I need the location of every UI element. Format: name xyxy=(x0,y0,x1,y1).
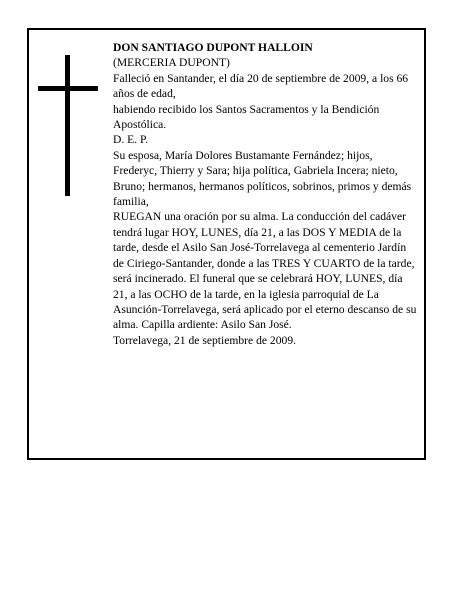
sacraments-line: habiendo recibido los Santos Sacramentos y la Bendición Apostólica. xyxy=(113,102,380,132)
deceased-name: DON SANTIAGO DUPONT HALLOIN xyxy=(113,41,313,54)
place-date-line: Torrelavega, 21 de septiembre de 2009. xyxy=(113,333,297,347)
rip-line: D. E. P. xyxy=(113,133,149,147)
cross-icon-bar xyxy=(38,86,98,91)
obituary-text xyxy=(113,40,419,348)
death-announcement: Falleció en Santander, el día 20 de septiembre de 2009, a los 66 años de edad, xyxy=(113,71,409,101)
cross-icon xyxy=(65,55,70,196)
family-list: Su esposa, María Dolores Bustamante Fernández; hijos, Frederyc, Thierry y Sara; hija política, Gabriela Incera; nieto, Bruno; hermanos, hermanos políticos, sobrinos, primos y demás familia, xyxy=(113,148,412,209)
funeral-details: RUEGAN una oración por su alma. La conducción del cadáver tendrá lugar HOY, LUNES, día 21, a las DOS Y MEDIA de la tarde, desde el Asilo San José-Torrelavega al cementerio Jardín de Ciriego-Santander, donde a las TRES Y CUARTO de la tarde, será incinerado. El funeral que se celebrará HOY, LUNES, día 21, a las OCHO de la tarde, en la iglesia parroquial de La Asunción-Torrelavega, será aplicado por el eterno descanso de su alma. Capilla ardiente: Asilo San José. xyxy=(113,210,417,332)
business-alias: (MERCERIA DUPONT) xyxy=(113,56,230,70)
